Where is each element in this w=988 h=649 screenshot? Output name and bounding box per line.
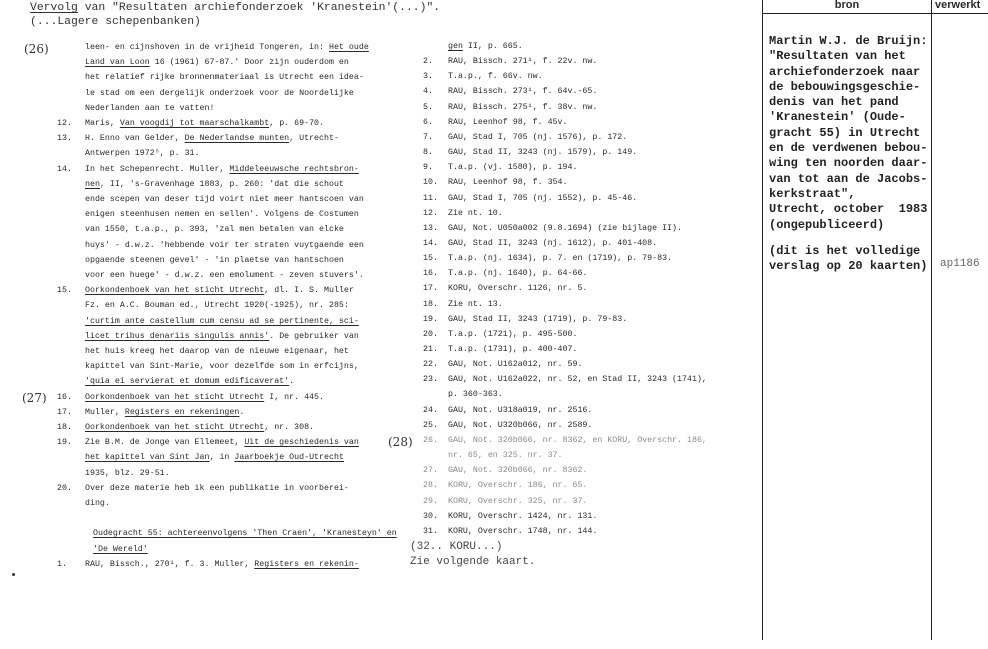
footnote-text bbox=[85, 241, 364, 250]
footnote-text bbox=[85, 484, 349, 493]
footnote-text bbox=[448, 330, 577, 339]
footnote-text bbox=[85, 469, 170, 478]
footnote-text bbox=[93, 545, 148, 554]
footnote-number: 8. bbox=[423, 148, 433, 158]
footnote-text bbox=[85, 301, 349, 310]
footnote-text bbox=[85, 225, 344, 234]
processed-code: ap1186 bbox=[940, 258, 980, 270]
footnote-number: 27. bbox=[423, 466, 438, 476]
footnote-text bbox=[448, 87, 597, 96]
text-segment: Zie nt. 10. bbox=[448, 208, 503, 218]
footnote-text bbox=[448, 527, 597, 536]
footnote-text bbox=[85, 377, 294, 386]
footnote-text bbox=[85, 453, 344, 462]
text-segment: . bbox=[239, 407, 245, 417]
footnote-number: 2. bbox=[423, 57, 433, 67]
text-segment: T.a.p. (1721), p. 495-500. bbox=[448, 329, 578, 339]
text-segment: RAU, Leenhof 98, f. 45v. bbox=[448, 117, 568, 127]
text-segment: Antwerpen 1972⁵, p. 31. bbox=[85, 149, 200, 159]
underlined-title: 'quia ei servierat et domum edificaverat' bbox=[85, 377, 290, 387]
text-segment: GAU, Not. U318a019, nr. 2516. bbox=[448, 405, 593, 415]
footnote-text bbox=[448, 436, 707, 445]
footnote-text bbox=[448, 194, 637, 203]
footnote-text bbox=[448, 481, 587, 490]
underlined-title: Uit de geschiedenis van bbox=[244, 438, 359, 448]
text-segment: het huis kreeg het daarop van de nieuwe eigenaar, het bbox=[85, 347, 349, 356]
footnote-text bbox=[85, 149, 200, 158]
footnote-text bbox=[448, 118, 568, 127]
footnote-text bbox=[448, 178, 568, 187]
text-segment: KORU, Overschr. 186, nr. 65. bbox=[448, 481, 588, 491]
footnote-text bbox=[85, 560, 359, 569]
underlined-title: Oorkondenboek van het sticht Utrecht bbox=[85, 423, 265, 432]
footnote-number: 23. bbox=[423, 375, 438, 385]
margin-mark: (27) bbox=[22, 391, 47, 405]
text-segment: T.a.p. (vj. 1580), p. 194. bbox=[448, 163, 578, 173]
text-segment: T.a.p. (nj. 1634), p. 7. en (1719), p. 79-83. bbox=[448, 254, 673, 264]
text-segment: , nr. 308. bbox=[264, 423, 315, 432]
text-segment: Over deze materie heb ik een publikatie in voorberei- bbox=[85, 483, 349, 493]
footnote-text bbox=[448, 239, 657, 248]
text-segment: RAU, Bissch. 271¹, f. 22v. nw. bbox=[448, 57, 598, 67]
footnote-number: 15. bbox=[57, 286, 72, 296]
footnote-number: 15. bbox=[423, 254, 438, 264]
text-segment: RAU, Bissch., 270¹, f. 3. Muller, bbox=[85, 559, 255, 569]
footnote-text bbox=[448, 345, 577, 354]
text-segment: GAU, Not. 320b066, nr. 8362, en KORU, Overschr. 186, bbox=[448, 435, 707, 445]
text-segment: T.a.p. (1731), p. 400-407. bbox=[448, 345, 578, 354]
footnote-number: 14. bbox=[57, 164, 72, 174]
text-segment: RAU, Bissch. 273¹, f. 64v.-65. bbox=[448, 87, 598, 97]
text-segment: huys' - d.w.z. 'hebbende voir ter straten vuytgaende een bbox=[85, 240, 364, 250]
footnote-text bbox=[85, 317, 359, 326]
text-segment: leen- en cijnshoven in de vrijheid Tongeren, in: bbox=[85, 43, 329, 52]
text-segment: In het Schepenrecht. Muller, bbox=[85, 164, 230, 174]
footnote-text bbox=[85, 134, 339, 143]
footnote-text bbox=[448, 451, 563, 460]
footnote-text bbox=[85, 271, 364, 280]
footnote-text bbox=[448, 42, 523, 51]
text-segment: , Utrecht- bbox=[289, 134, 339, 144]
footnote-text bbox=[448, 57, 597, 66]
text-segment: GAU, Stad II, 3243 (nj. 1612), p. 401-408. bbox=[448, 238, 658, 248]
footnote-text bbox=[85, 362, 359, 371]
underlined-title: Land van Loon bbox=[85, 58, 150, 68]
text-segment: het relatief rijke bronnenmateriaal is Utrecht een idea- bbox=[85, 73, 364, 83]
footnote-text bbox=[85, 104, 214, 113]
footnote-text bbox=[85, 210, 359, 219]
source-note: (dit is het volledige verslag op 20 kaarten) bbox=[769, 244, 928, 274]
card-heading bbox=[30, 2, 440, 14]
footnote-text bbox=[85, 286, 354, 295]
footnote-number: 31. bbox=[423, 526, 438, 536]
source-citation: Martin W.J. de Bruijn: "Resultaten van het archiefonderzoek naar de bebouwingsgeschie- denis van het pand 'Kranestein' (Oude- gracht 55) in Utrecht en de verdwenen bebou- wing ten noorden daar- van tot aan de Jacobs- kerkstraat", Utrecht, october 1983 (ongepubliceerd) bbox=[769, 34, 928, 232]
footnote-text bbox=[448, 148, 637, 157]
footnote-number: 18. bbox=[423, 299, 438, 309]
text-segment: GAU, Stad I, 705 (nj. 1576), p. 172. bbox=[448, 132, 628, 142]
footnote-text bbox=[85, 180, 344, 189]
footnote-number: 6. bbox=[423, 117, 433, 127]
speck bbox=[12, 573, 15, 576]
text-segment: , dl. I. S. Muller bbox=[264, 286, 354, 296]
footnote-number: 13. bbox=[57, 134, 72, 144]
footnote-text bbox=[85, 58, 349, 67]
text-segment: Zie B.M. de Jonge van Ellemeet, bbox=[85, 438, 245, 448]
text-segment: GAU, Not. U162a012, nr. 59. bbox=[448, 360, 583, 370]
footnote-number: 19. bbox=[423, 314, 438, 324]
text-segment: enigen steenhusen nemen en sellen'. Volgens de Costumen bbox=[85, 210, 359, 220]
text-segment: KORU, Overschr. 1126, nr. 5. bbox=[448, 284, 588, 294]
footnote-text bbox=[448, 421, 592, 430]
continuation-note: (32.. KORU...) bbox=[410, 541, 503, 553]
footnote-text bbox=[448, 315, 627, 324]
text-segment: le stad om een dergelijk onderzoek voor de Noordelijke bbox=[85, 88, 354, 98]
heading-vervolg: Vervolg bbox=[30, 2, 78, 14]
footnote-text bbox=[85, 438, 359, 447]
margin-mark: (28) bbox=[388, 435, 413, 449]
footnote-number: 18. bbox=[57, 423, 72, 432]
footnote-number: 26. bbox=[423, 435, 438, 445]
footnote-text bbox=[448, 497, 587, 506]
text-segment: GAU, Stad I, 705 (nj. 1552), p. 45-46. bbox=[448, 193, 638, 203]
footnote-text bbox=[448, 375, 707, 384]
footnote-number: 22. bbox=[423, 360, 438, 370]
text-segment: H. Enno van Gelder, bbox=[85, 134, 185, 144]
underlined-title: licet tribus denariis singulis annis' bbox=[85, 331, 270, 341]
footnote-number: 11. bbox=[423, 193, 438, 203]
text-segment: 1935, blz. 29-51. bbox=[85, 468, 170, 478]
footnote-text bbox=[93, 529, 397, 538]
footnote-text bbox=[85, 195, 364, 204]
footnote-text bbox=[448, 209, 503, 218]
underlined-title: Registers en rekeningen bbox=[124, 407, 240, 417]
text-segment: RAU, Bissch. 275¹, f. 38v. nw. bbox=[448, 102, 598, 112]
text-segment: 16 (1961) 67-87.' Door zijn ouderdom en bbox=[149, 58, 349, 68]
footnote-text bbox=[85, 43, 369, 52]
text-segment: kapittel van Sint-Marie, voor dezelfde som in erfcijns, bbox=[85, 362, 359, 372]
underlined-title: het kapittel van Sint Jan bbox=[85, 453, 210, 463]
underlined-title: De Nederlandse munten bbox=[184, 134, 290, 144]
footnote-text bbox=[448, 390, 503, 399]
footnote-number: 1. bbox=[57, 559, 67, 569]
panel-header bbox=[763, 0, 988, 14]
footnote-text bbox=[448, 300, 503, 309]
footnote-text bbox=[448, 406, 592, 415]
footnote-text bbox=[85, 119, 324, 128]
footnote-number: 4. bbox=[423, 87, 433, 97]
footnote-number: 16. bbox=[57, 392, 72, 402]
underlined-title: nen bbox=[85, 179, 100, 189]
footnote-text bbox=[448, 133, 627, 142]
text-segment: Muller, bbox=[85, 407, 125, 417]
underlined-title: Oorkondenboek van het sticht Utrecht bbox=[85, 286, 265, 296]
source-panel bbox=[762, 0, 988, 640]
footnote-number: 20. bbox=[57, 483, 72, 493]
text-segment: ding. bbox=[85, 499, 110, 508]
footnote-text bbox=[448, 103, 597, 112]
text-segment: Nederlanden aan te vatten! bbox=[85, 103, 215, 113]
footnote-text bbox=[448, 512, 597, 521]
underlined-title: Middeleeuwsche rechtsbron- bbox=[229, 164, 359, 174]
footnote-number: 25. bbox=[423, 420, 438, 430]
footnote-text bbox=[448, 72, 543, 81]
underlined-title: Jaarboekje Oud-Utrecht bbox=[234, 453, 344, 463]
see-next-card-note: Zie volgende kaart. bbox=[410, 556, 536, 568]
text-segment: . De gebruiker van bbox=[269, 331, 359, 341]
footnote-text bbox=[85, 423, 314, 432]
footnote-text bbox=[85, 408, 244, 417]
footnote-number: 24. bbox=[423, 405, 438, 415]
text-segment: . bbox=[289, 377, 295, 387]
text-segment: GAU, Not. 320b066, nr. 8362. bbox=[448, 466, 588, 476]
underlined-title: Oudegracht 55: achtereenvolgens 'Then Craen', 'Kranesteyn' en bbox=[93, 529, 397, 539]
footnote-number: 21. bbox=[423, 345, 438, 354]
footnote-text bbox=[85, 73, 364, 82]
footnote-number: 30. bbox=[423, 511, 438, 521]
text-segment: T.a.p., f. 66v. nw. bbox=[448, 72, 543, 82]
footnote-text bbox=[448, 360, 582, 369]
footnote-text bbox=[448, 269, 587, 278]
text-segment: Zie nt. 13. bbox=[448, 299, 503, 309]
underlined-title: Het oude bbox=[328, 43, 369, 52]
footnote-text bbox=[85, 332, 359, 341]
footnote-text bbox=[85, 347, 349, 356]
footnote-number: 5. bbox=[423, 102, 433, 112]
footnote-number: 9. bbox=[423, 163, 433, 173]
footnote-text bbox=[85, 256, 344, 265]
text-segment: KORU, Overschr. 325, nr. 37. bbox=[448, 496, 588, 506]
footnote-number: 19. bbox=[57, 438, 72, 448]
text-segment: GAU, Not. U162a022, nr. 52, en Stad II, 3243 (1741), bbox=[448, 375, 707, 385]
text-segment: GAU, Stad II, 3243 (nj. 1579), p. 149. bbox=[448, 148, 638, 158]
footnote-text bbox=[85, 165, 359, 174]
text-segment: p. 360-363. bbox=[448, 390, 503, 400]
text-segment: II, p. 665. bbox=[462, 42, 523, 51]
text-segment: KORU, Overschr. 1748, nr. 144. bbox=[448, 526, 598, 536]
footnote-number: 16. bbox=[423, 269, 438, 279]
header-verwerkt: verwerkt bbox=[935, 0, 981, 11]
text-segment: GAU, Not. U320b066, nr. 2589. bbox=[448, 420, 593, 430]
text-segment: , II, 's-Gravenhage 1883, p. 260: 'dat die schout bbox=[99, 179, 344, 189]
footnote-text bbox=[448, 163, 577, 172]
text-segment: Fz. en A.C. Bouman ed., Utrecht 1920(-1925), nr. 285: bbox=[85, 301, 349, 311]
footnote-number: 10. bbox=[423, 178, 438, 188]
underlined-title: gen bbox=[448, 42, 463, 51]
footnote-number: 29. bbox=[423, 496, 438, 506]
text-segment: KORU, Overschr. 1424, nr. 131. bbox=[448, 511, 598, 521]
underlined-title: Oorkondenboek van het sticht Utrecht bbox=[85, 392, 265, 402]
text-segment: ende scepen van deser tijd voirt niet meer hantscoen van bbox=[85, 195, 364, 204]
underlined-title: Van voogdij tot maarschalkambt bbox=[119, 119, 270, 128]
text-segment: Maris, bbox=[85, 119, 120, 128]
text-segment: opgaende steenen gevel' - 'in plaetse van hantschoen bbox=[85, 255, 344, 265]
footnote-text bbox=[448, 466, 587, 475]
text-segment: GAU, Not. U050a002 (9.8.1694) (zie bijlage II). bbox=[448, 223, 683, 233]
underlined-title: 'De Wereld' bbox=[93, 544, 148, 554]
footnote-number: 14. bbox=[423, 238, 438, 248]
footnote-number: 13. bbox=[423, 223, 438, 233]
underlined-title: Registers en rekenin- bbox=[254, 559, 359, 569]
text-segment: nr. 65, en 325. nr. 37. bbox=[448, 451, 563, 461]
footnote-text bbox=[85, 499, 110, 508]
footnote-text bbox=[448, 254, 672, 263]
header-bron: bron bbox=[834, 0, 860, 11]
text-segment: , in bbox=[209, 453, 235, 463]
text-segment: GAU, Stad II, 3243 (1719), p. 79-83. bbox=[448, 314, 628, 324]
footnote-number: 12. bbox=[423, 208, 438, 218]
heading-title: van "Resultaten archiefonderzoek 'Kranestein'(...)". bbox=[77, 2, 441, 14]
footnote-number: 28. bbox=[423, 481, 438, 491]
footnote-number: 12. bbox=[57, 119, 72, 128]
text-segment: voor een huege' - d.w.z. een emolument - zeven stuvers'. bbox=[85, 271, 364, 280]
footnote-text bbox=[448, 224, 682, 233]
text-segment: T.a.p. (nj. 1640), p. 64-66. bbox=[448, 269, 588, 279]
text-segment: van 1550, t.a.p., p. 393, 'zal men betalen van elcke bbox=[85, 225, 344, 235]
text-segment: RAU, Leenhof 98, f. 354. bbox=[448, 178, 568, 188]
underlined-title: 'curtim ante castellum cum censu ad se pertinente, sci- bbox=[85, 316, 359, 326]
footnote-text bbox=[85, 89, 354, 98]
text-segment: I, nr. 445. bbox=[264, 392, 324, 402]
footnote-text bbox=[448, 284, 587, 293]
footnote-number: 7. bbox=[423, 132, 433, 142]
heading-subtitle: (...Lagere schepenbanken) bbox=[30, 16, 201, 28]
margin-mark: (26) bbox=[24, 42, 49, 56]
footnote-number: 17. bbox=[423, 284, 438, 294]
text-segment: , p. 69-70. bbox=[269, 119, 325, 128]
footnote-number: 17. bbox=[57, 407, 72, 417]
footnote-text bbox=[85, 393, 324, 402]
footnote-number: 3. bbox=[423, 72, 433, 82]
footnote-number: 20. bbox=[423, 329, 438, 339]
